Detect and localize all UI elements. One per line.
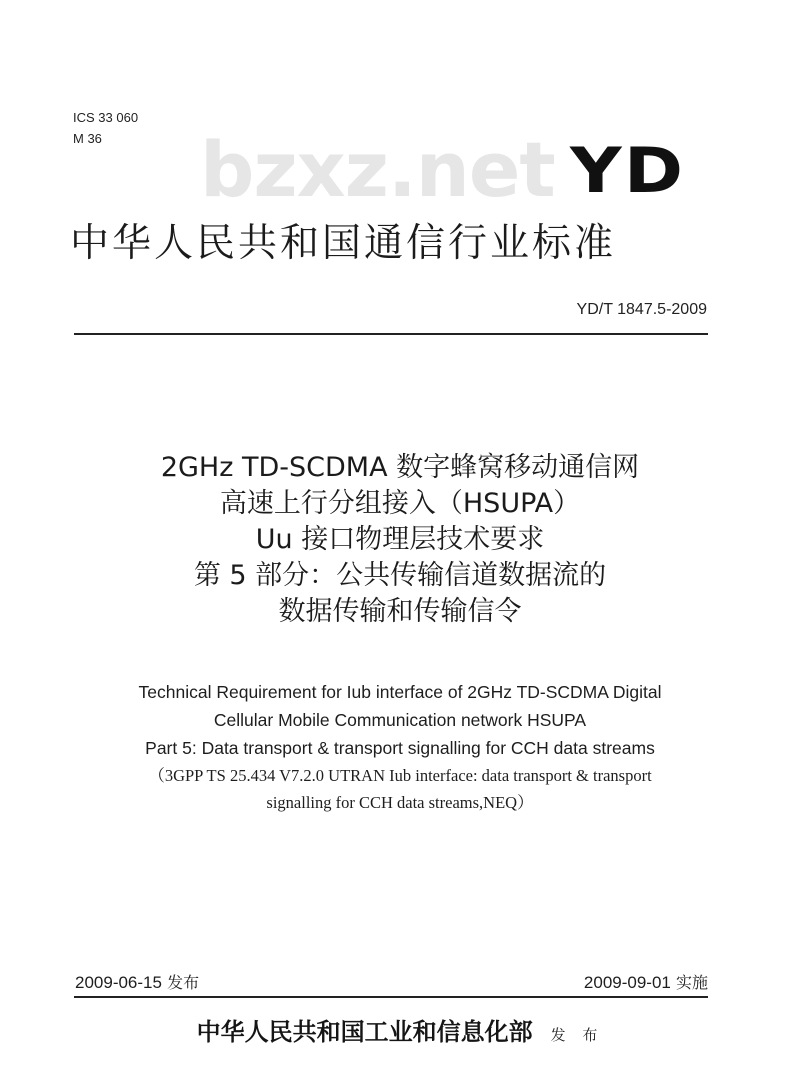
implement-date — [584, 970, 708, 993]
issue-date-value: 2009-06-15 — [75, 973, 162, 992]
ics-code: ICS 33 060 — [73, 110, 139, 125]
title-cn-line: 高速上行分组接入（HSUPA） — [219, 488, 581, 519]
implement-date-value: 2009-09-01 — [583, 973, 671, 992]
yd-logo: YD — [570, 134, 686, 207]
title-cn-line: 数据传输和传输信令 — [278, 596, 522, 627]
top-divider — [74, 333, 708, 335]
bottom-divider — [74, 996, 708, 998]
title-cn-line: 第 5 部分：公共传输信道数据流的 — [193, 560, 607, 591]
equivalence-line: signalling for CCH data streams,NEQ） — [266, 793, 534, 812]
title-cn-line: 2GHz TD-SCDMA 数字蜂窝移动通信网 — [160, 452, 640, 483]
title-en-line: Technical Requirement for Iub interface of 2GHz TD-SCDMA Digital — [138, 682, 662, 702]
publisher — [0, 1012, 800, 1047]
watermark: bzxz.net — [200, 125, 555, 214]
equivalence-line: （3GPP TS 25.434 V7.2.0 UTRAN Iub interface: data transport & transport — [148, 766, 652, 785]
publisher-action: 发 布 — [550, 1026, 604, 1044]
issue-date — [75, 970, 199, 993]
title-en-line: Part 5: Data transport & transport signalling for CCH data streams — [145, 738, 655, 758]
title-cn — [60, 450, 740, 630]
publisher-name: 中华人民共和国工业和信息化部 — [196, 1017, 533, 1046]
title-cn-line: Uu 接口物理层技术要求 — [255, 524, 545, 555]
org-title: 中华人民共和国通信行业标准 — [70, 221, 617, 266]
standard-code: YD/T 1847.5-2009 — [576, 301, 707, 318]
implement-date-label: 实施 — [675, 973, 708, 992]
title-en-line: Cellular Mobile Communication network HSUPA — [213, 710, 587, 730]
issue-date-label: 发布 — [167, 973, 200, 992]
ccs-code: M 36 — [73, 131, 102, 146]
title-en — [60, 678, 740, 816]
